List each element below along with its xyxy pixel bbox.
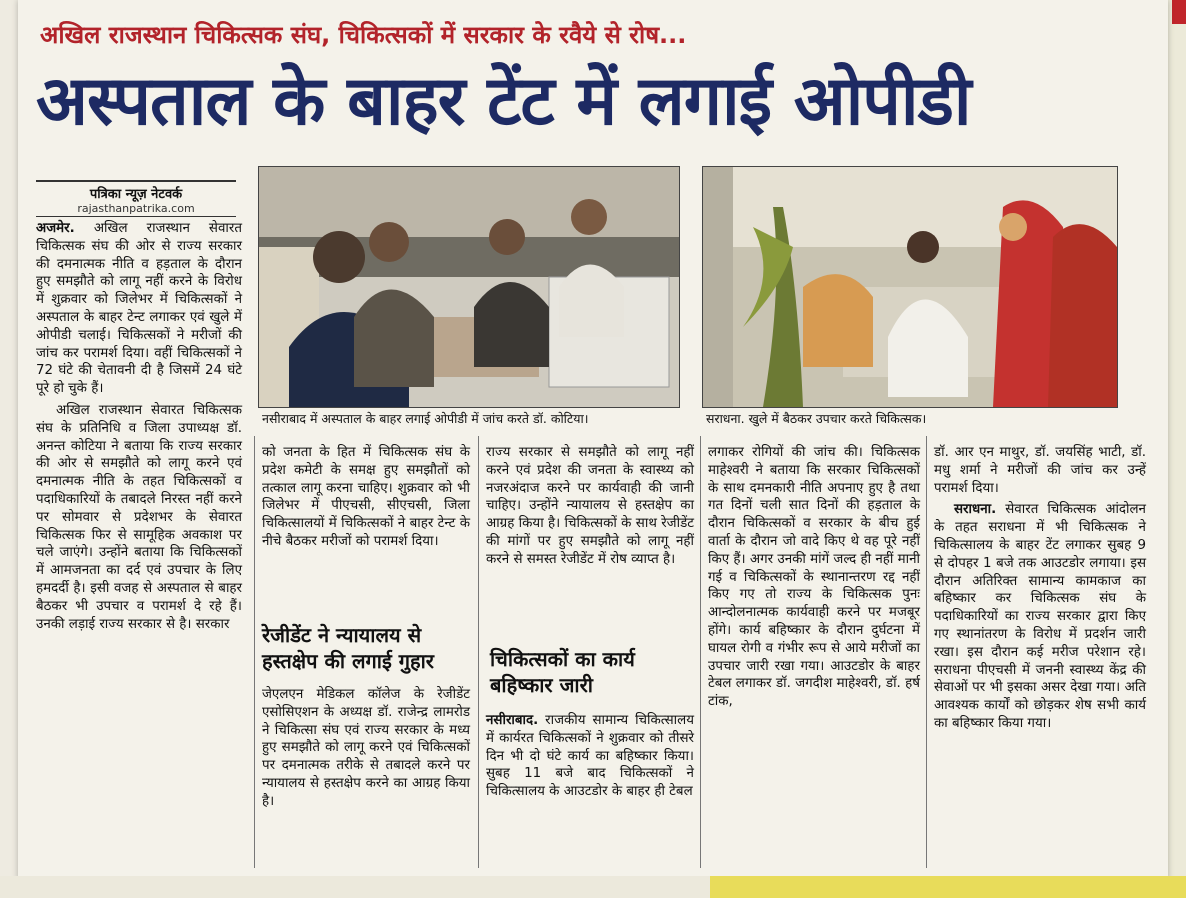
byline bbox=[36, 180, 236, 217]
column-rule bbox=[478, 436, 479, 868]
column-5-para-1: डॉ. आर एन माथुर, डॉ. जयसिंह भाटी, डॉ. मधु शर्मा ने मरीजों की जांच कर उन्हें परामर्श दिया। bbox=[934, 445, 1146, 496]
column-2-para-1: को जनता के हित में चिकित्सक संघ के प्रदेश कमेटी के समक्ष हुए समझौतों को तत्काल लागू करना चाहिए। शुक्रवार को भी जिलेभर में पीएचसी, सीएचसी, जिला चिकित्सालयों में चिकित्सकों ने बाहर टेन्ट के नीचे बैठकर मरीजों को परामर्श दिया। bbox=[262, 445, 470, 549]
dateline-nasirabad: नसीराबाद. bbox=[486, 713, 539, 728]
subhead-boycott: चिकित्सकों का कार्य बहिष्कार जारी bbox=[490, 647, 635, 697]
column-5-para-2: सेवारत चिकित्सक आंदोलन के तहत सराधना में भी चिकित्सक ने चिकित्सालय के बाहर टेंट लगाकर सुबह 9 से दोपहर 1 बजे तक आउटडोर लगाया। इस दौरान अतिरिक्त सामान्य कामकाज का बहिष्कार कर चिकित्सक संघ के पदाधिकारियों का राज्य सरकार द्वारा किए गए स्थानांतरण के विरोध में प्रदर्शन जारी रखा। इस दौरान कई मरीज परेशान रहे। सराधना पीएचसी में जननी स्वास्थ्य केंद्र की सेवाओं पर भी इसका असर देखा गया। अति आवश्यक कार्यों को छोड़कर शेष सभी कार्य का बहिष्कार किया गया। bbox=[934, 502, 1146, 731]
byline-network: पत्रिका न्यूज़ नेटवर्क bbox=[89, 187, 183, 202]
column-3-para-2: राजकीय सामान्य चिकित्सालय में कार्यरत चिकित्सकों ने शुक्रवार को तीसरे दिन भी दो घंटे कार्य का बहिष्कार किया। सुबह 11 बजे बाद चिकित्सकों ने चिकित्सालय के आउटडोर के बाहर ही टेबल bbox=[486, 713, 694, 800]
byline-website: rajasthanpatrika.com bbox=[77, 202, 195, 215]
column-2-para-2: जेएलएन मेडिकल कॉलेज के रेजीडेंट एसोसिएशन के अध्यक्ष डॉ. राजेन्द्र लामरोड ने चिकित्सा संघ एवं राज्य सरकार के मध्य हुए समझौते को लागू करने एवं चिकित्सकों पर दमनात्मक तरीके से तबादले करने पर न्यायालय से हस्तक्षेप करने का आग्रह किया है। bbox=[262, 687, 470, 809]
adjacent-page-left bbox=[0, 0, 19, 898]
column-2-bottom bbox=[262, 686, 470, 815]
column-4-para-1: लगाकर रोगियों की जांच की। चिकित्सक माहेश्वरी ने बताया कि सरकार चिकित्सकों के साथ दमनकारी नीति अपनाए हुए है तथा गत दिनों चली सात दिनों की हड़ताल के दौरान चिकित्सकों व सरकार के बीच हुई वार्ता के दौरान जो वादे किए थे वह पूरे नहीं किए हैं। अगर उनकी मांगें जल्द ही नहीं मानी गई व चिकित्सकों के स्थानान्तरण रद्द नहीं किए गए तो राज्य के चिकित्सक पुनः आन्दोलनात्मक कार्यवाही करने पर मजबूर होंगे। कार्य बहिष्कार के दौरान दुर्घटना में घायल रोगी व गंभीर रूप से आये मरीजों का उपचार जारी रखा गया। आउटडोर के बाहर टेबल लगाकर डॉ. जगदीश माहेश्वरी, डॉ. हर्ष टांक, bbox=[708, 445, 920, 710]
column-3-para-1: राज्य सरकार से समझौते को लागू नहीं करने एवं प्रदेश की जनता के स्वास्थ्य को नजरअंदाज करने पर कार्यवाही की जानी चाहिए। उन्होंने न्यायालय से हस्तक्षेप का आग्रह किया है। चिकित्सकों के साथ रेजीडेंट की मांगों पर हुए समझौते को लागू नहीं करने से समस्त रेजीडेंट में रोष व्याप्त है। bbox=[486, 445, 694, 567]
caption-nasirabad: नसीराबाद में अस्पताल के बाहर लगाई ओपीडी में जांच करते डॉ. कोटिया। bbox=[262, 411, 589, 426]
subhead-resident-court: रेजीडेंट ने न्यायालय से हस्तक्षेप की लगाई गुहार bbox=[262, 623, 434, 673]
kicker: अखिल राजस्थान चिकित्सक संघ, चिकित्सकों में सरकार के रवैये से रोष... bbox=[40, 21, 687, 49]
column-5 bbox=[934, 444, 1146, 737]
column-rule bbox=[926, 436, 927, 868]
photo-saradhana-opd bbox=[702, 166, 1118, 408]
caption-saradhana: सराधना. खुले में बैठकर उपचार करते चिकित्सक। bbox=[706, 411, 927, 426]
column-rule bbox=[254, 436, 255, 868]
dateline-saradhana: सराधना. bbox=[954, 502, 997, 518]
column-3-top bbox=[486, 444, 694, 573]
column-3-bottom bbox=[486, 712, 694, 805]
column-2-top bbox=[262, 444, 470, 555]
next-article-strip bbox=[0, 876, 1186, 898]
column-rule bbox=[700, 436, 701, 868]
photo-nasirabad-image bbox=[259, 167, 679, 407]
column-1-para-1: अखिल राजस्थान सेवारत चिकित्सक संघ की ओर से राज्य सरकार की दमनात्मक नीति व हड़ताल के दौरान हुए समझौते को लागू नहीं करने के विरोध में शुक्रवार को जिलेभर में चिकित्सकों ने अस्पताल के बाहर टेन्ट लगाकर एवं खुले में ओपीडी चलाई। चिकित्सकों ने मरीजों की जांच कर परामर्श दिया। वहीं चिकित्सकों ने 72 घंटे की चेतावनी दी है जिसमें 24 घंटे पूरे हो चुके हैं। bbox=[36, 221, 242, 397]
adjacent-page-right bbox=[1165, 0, 1186, 898]
photo-nasirabad-opd bbox=[258, 166, 680, 408]
photo-saradhana-image bbox=[703, 167, 1117, 407]
headline: अस्पताल के बाहर टेंट में लगाई ओपीडी bbox=[36, 62, 971, 141]
column-1 bbox=[36, 220, 242, 637]
column-4 bbox=[708, 444, 920, 715]
column-1-para-2: अखिल राजस्थान सेवारत चिकित्सक संघ के प्रतिनिधि व जिला उपाध्यक्ष डॉ. अनन्त कोटिया ने बताया कि राज्य सरकार की ओर से समझौते को लागू करने एवं दमनात्मक नीति के तहत चिकित्सकों व पदाधिकारियों के तबादले निरस्त नहीं करने पर सोमवार से प्रदेशभर के सेवारत चिकित्सक फिर से सामूहिक अवकाश पर चले जाएंगे। उन्होंने बताया कि चिकित्सकों में आमजनता का दर्द एवं उपचार के लिए हमदर्दी है। इसी वजह से अस्पताल से बाहर बैठकर भी उपचार व परामर्श दे रहे हैं। उनकी लड़ाई राज्य सरकार से है। सरकार bbox=[36, 402, 242, 632]
dateline: अजमेर. bbox=[36, 221, 75, 236]
